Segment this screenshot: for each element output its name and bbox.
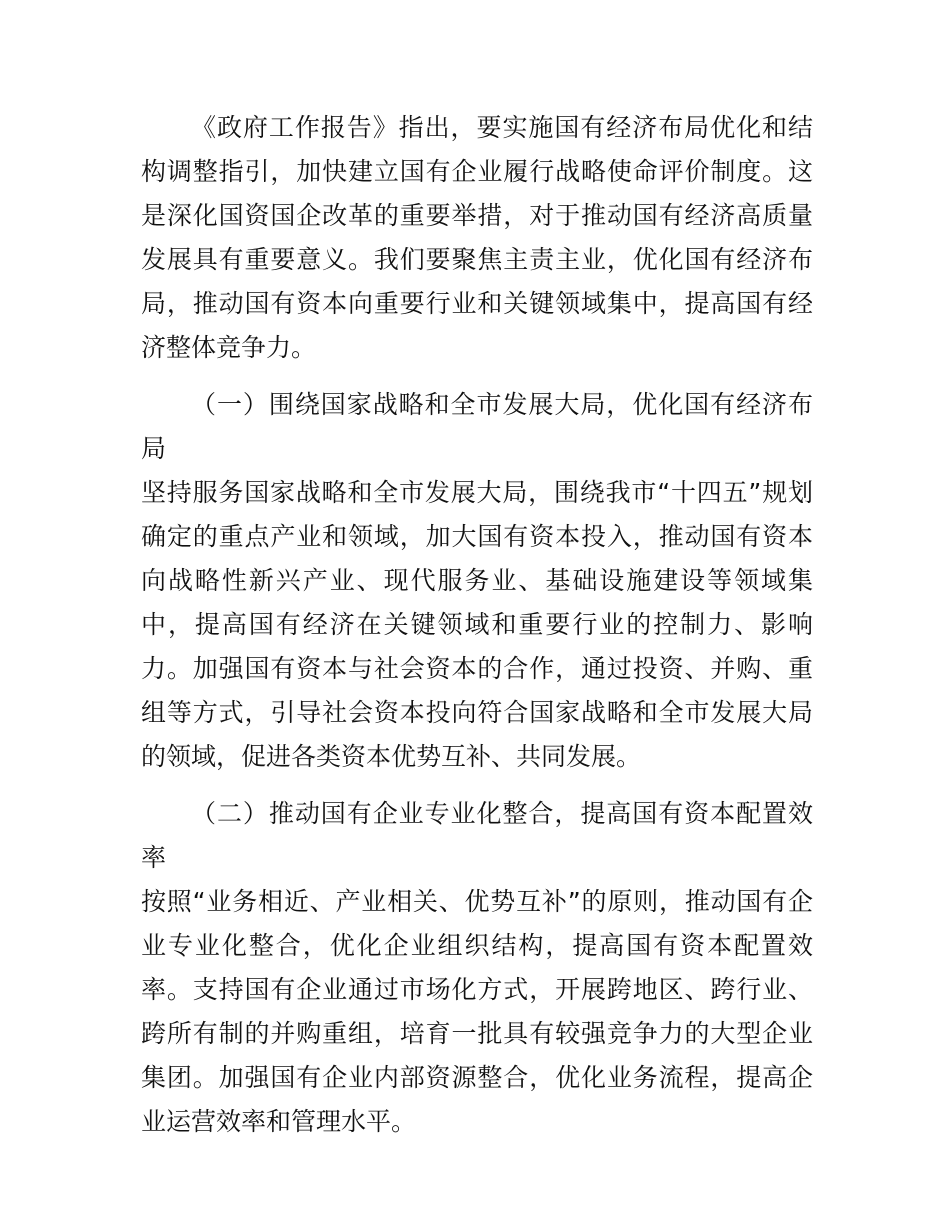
- section-2-body: 按照“业务相近、产业相关、优势互补”的原则，推动国有企业专业化整合，优化企业组织结构，提高国有资本配置效率。支持国有企业通过市场化方式，开展跨地区、跨行业、跨所有制的并购重组，培育一批具有较强竞争力的大型企业集团。加强国有企业内部资源整合，优化业务流程，提高企业运营效率和管理水平。: [141, 887, 813, 1136]
- section-1-heading: （一）围绕国家战略和全市发展大局，优化国有经济布局: [141, 390, 813, 463]
- intro-paragraph: 《政府工作报告》指出，要实施国有经济布局优化和结构调整指引，加快建立国有企业履行战略使命评价制度。这是深化国资国企改革的重要举措，对于推动国有经济高质量发展具有重要意义。我们要聚焦主责主业，优化国有经济布局，推动国有资本向重要行业和关键领域集中，提高国有经济整体竞争力。: [141, 113, 813, 362]
- section-1-paragraph: [141, 383, 813, 779]
- section-2-heading: （二）推动国有企业专业化整合，提高国有资本配置效率: [141, 799, 813, 872]
- section-1-body: 坚持服务国家战略和全市发展大局，围绕我市“十四五”规划确定的重点产业和领域，加大国有资本投入，推动国有资本向战略性新兴产业、现代服务业、基础设施建设等领域集中，提高国有经济在关键领域和重要行业的控制力、影响力。加强国有资本与社会资本的合作，通过投资、并购、重组等方式，引导社会资本投向符合国家战略和全市发展大局的领域，促进各类资本优势互补、共同发展。: [141, 478, 813, 771]
- document-body: [141, 106, 813, 1157]
- section-2-paragraph: [141, 792, 813, 1144]
